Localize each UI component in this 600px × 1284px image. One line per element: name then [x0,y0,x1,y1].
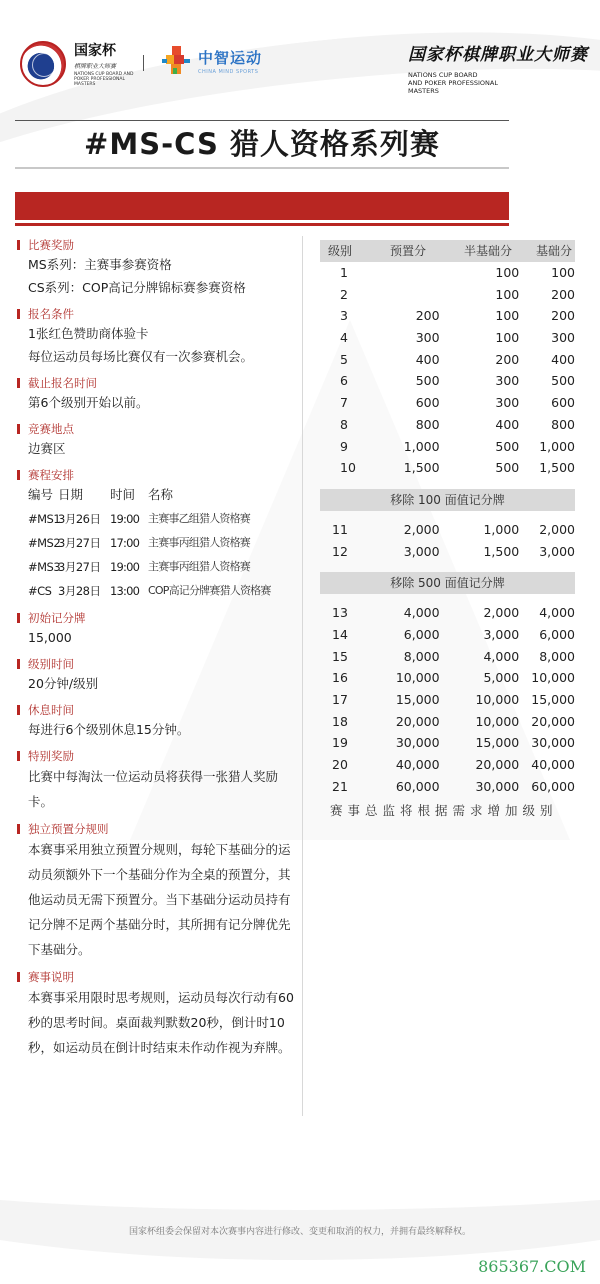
col-ante: 预置分 [389,244,426,258]
event-time: 19:00 [110,560,140,574]
small-blind-cell: 200 [495,351,520,367]
event-wordmark-en-2: AND POKER PROFESSIONAL [408,79,498,87]
logo-divider [143,55,144,71]
col-date: 日期 [58,487,84,502]
col-name: 名称 [148,487,174,502]
starting-stack-value: 15,000 [28,630,72,645]
table-row [320,262,575,284]
level-time-value: 20分钟/级别 [28,676,99,691]
ante-cell: 40,000 [395,757,440,773]
watermark: 865367.COM [478,1257,586,1276]
level-cell: 18 [332,713,348,729]
section-title: 特别奖励 [28,748,74,763]
col-level: 级别 [328,244,353,258]
section-marker-icon [17,424,20,434]
event-date: 3月28日 [58,584,101,598]
section-marker-icon [17,972,20,982]
event-date: 3月27日 [58,560,101,574]
section-venue [17,420,302,460]
level-cell: 2 [340,286,348,302]
level-cell: 4 [340,330,348,346]
small-blind-cell: 5,000 [483,670,520,686]
section-marker-icon [17,659,20,669]
level-cell: 13 [332,605,348,621]
structure-note: 赛事总监将根据需求增加级别 [330,803,558,819]
bb-ante-text: 本赛事采用独立预置分规则，每轮下基础分的运动员须额外下一个基础分作为全桌的预置分，其他运动员无需下预置分。当下基础分运动员持有记分牌不足两个基础分时，其所拥有记分牌优先下基础分。 [28,842,291,957]
ante-cell: 300 [415,330,440,346]
logo-en: NATIONS CUP BOARD AND POKER PROFESSIONAL MASTERS [74,72,134,87]
table-row [320,541,575,563]
level-cell: 5 [340,351,348,367]
event-id: #MS2 [28,536,61,550]
red-banner [15,192,509,220]
ante-cell: 4,000 [403,605,440,621]
event-wordmark-en-1: NATIONS CUP BOARD [408,71,478,79]
section-title: 比赛奖励 [28,237,74,252]
section-entry [17,305,302,368]
section-marker-icon [17,705,20,715]
header [0,0,600,110]
schedule-row [28,531,302,555]
ante-cell: 2,000 [403,521,440,537]
disclaimer: 国家杯组委会保留对本次赛事内容进行修改、变更和取消的权力，并拥有最终解释权。 [128,1227,471,1237]
ante-cell: 3,000 [403,543,440,559]
level-cell: 11 [332,521,348,537]
nations-cup-emblem-icon [20,41,66,87]
ante-cell: 1,000 [403,438,440,454]
schedule-row [28,555,302,579]
ante-cell: 400 [415,351,440,367]
section-marker-icon [17,240,20,250]
col-id: 编号 [28,487,54,502]
china-mind-sports-logo [162,46,262,76]
section-deadline [17,374,302,414]
level-cell: 6 [340,373,348,389]
table-row [320,602,575,624]
table-row [320,414,575,436]
level-cell: 1 [340,265,348,280]
entry-line-1: 1张红色赞助商体验卡 [28,326,149,341]
ante-cell: 6,000 [403,626,440,642]
table-row [320,392,575,414]
section-title: 截止报名时间 [28,375,97,390]
small-blind-cell: 100 [495,286,520,302]
chip-race-band-1: 移除 100 面值记分牌 [320,489,575,511]
level-cell: 20 [332,757,348,773]
table-row [320,519,575,541]
section-marker-icon [17,613,20,623]
break-time-value: 每进行6个级别休息15分钟。 [28,722,190,737]
nations-cup-logo [20,40,134,87]
event-id: #MS1 [28,512,61,526]
big-blind-cell: 1,500 [539,460,575,476]
schedule-header [28,483,302,507]
table-row [320,327,575,349]
event-time: 19:00 [110,512,140,526]
event-name: COP高记分牌赛猎人资格赛 [148,584,271,597]
table-row [320,370,575,392]
column-divider [302,236,303,1116]
section-title: 报名条件 [28,306,74,321]
ante-cell: 30,000 [395,735,440,751]
notes-text: 本赛事采用限时思考规则，运动员每次行动有60秒的思考时间。桌面裁判默数20秒，倒计时10秒，如运动员在倒计时结束未作动作视为弃牌。 [28,990,294,1055]
chip-race-band-2: 移除 500 面值记分牌 [320,572,575,594]
big-blind-cell: 8,000 [539,648,575,664]
big-blind-cell: 200 [551,286,575,302]
col-small-blind: 半基础分 [463,244,512,258]
event-id: #CS [28,584,52,598]
event-wordmark [408,40,588,95]
level-cell: 7 [340,395,348,411]
small-blind-cell: 100 [495,330,520,346]
table-row [320,776,575,798]
event-wordmark-cn: 国家杯棋牌职业大师赛 [408,45,588,65]
table-row [320,436,575,458]
small-blind-cell: 2,000 [483,605,520,621]
big-blind-cell: 4,000 [539,605,575,621]
level-cell: 19 [332,735,348,751]
rules-column [17,236,302,1066]
table-row [320,754,575,776]
table-row [320,284,575,306]
big-blind-cell: 30,000 [531,735,575,751]
red-line [15,223,509,226]
deadline-line: 第6个级别开始以前。 [28,395,149,410]
level-cell: 10 [340,460,356,476]
schedule-row [28,579,302,603]
section-bounty [17,747,302,814]
section-title: 初始记分牌 [28,610,86,625]
level-cell: 3 [340,308,348,324]
section-title: 赛程安排 [28,467,74,482]
small-blind-cell: 300 [495,373,520,389]
section-notes [17,968,302,1060]
small-blind-cell: 4,000 [483,648,520,664]
event-date: 3月27日 [58,536,101,550]
china-mind-sports-mark-icon [162,46,192,76]
table-row [320,711,575,733]
table-row [320,646,575,668]
section-bb-ante [17,820,302,962]
logo-cn-sub: 棋牌职业大师赛 [74,63,117,70]
section-marker-icon [17,751,20,761]
small-blind-cell: 3,000 [483,626,520,642]
small-blind-cell: 500 [495,438,520,454]
event-wordmark-en-3: MASTERS [408,87,439,95]
section-schedule [17,466,302,603]
prize-ms: MS系列：主赛事参赛资格 [28,257,172,272]
table-row [320,624,575,646]
ante-cell: 15,000 [395,692,440,707]
table-row [320,732,575,754]
big-blind-cell: 40,000 [531,757,575,773]
small-blind-cell: 100 [495,308,520,324]
big-blind-cell: 600 [551,395,575,411]
small-blind-cell: 300 [495,395,520,411]
small-blind-cell: 10,000 [475,692,520,707]
section-level-time [17,655,302,695]
title-rule-bottom [15,167,509,169]
partner-cn: 中智运动 [198,49,263,67]
ante-cell [370,262,440,284]
section-marker-icon [17,378,20,388]
small-blind-cell: 20,000 [475,757,520,773]
section-title: 休息时间 [28,702,74,717]
ante-cell: 20,000 [395,713,440,729]
level-cell: 8 [340,416,348,432]
section-marker-icon [17,824,20,834]
table-header [320,240,575,262]
levels-group-3 [320,602,575,797]
table-row [320,667,575,689]
prize-cs: CS系列：COP高记分牌锦标赛参赛资格 [28,280,246,295]
partner-en: CHINA MIND SPORTS [198,69,259,75]
level-cell: 17 [332,692,348,707]
big-blind-cell: 500 [551,373,575,389]
ante-cell [370,284,440,306]
big-blind-cell: 2,000 [539,521,575,537]
section-marker-icon [17,470,20,480]
small-blind-cell: 1,000 [483,521,520,537]
section-title: 独立预置分规则 [28,821,109,836]
small-blind-cell: 15,000 [475,735,520,751]
col-time: 时间 [110,487,136,502]
ante-cell: 800 [415,416,440,432]
big-blind-cell: 10,000 [531,670,575,686]
big-blind-cell: 6,000 [539,626,575,642]
ante-cell: 60,000 [395,778,440,794]
big-blind-cell: 100 [551,265,575,280]
table-row [320,689,575,711]
big-blind-cell: 300 [551,330,575,346]
event-time: 13:00 [110,584,140,598]
entry-line-2: 每位运动员每场比赛仅有一次参赛机会。 [28,349,254,364]
big-blind-cell: 3,000 [539,543,575,559]
small-blind-cell: 100 [495,265,520,280]
big-blind-cell: 400 [551,351,575,367]
level-cell: 16 [332,670,348,686]
ante-cell: 500 [415,373,440,389]
event-id: #MS3 [28,560,61,574]
big-blind-cell: 800 [551,416,575,432]
section-break-time [17,701,302,741]
event-time: 17:00 [110,536,140,550]
event-name: 主赛事丙组猎人资格赛 [148,536,250,549]
section-title: 赛事说明 [28,969,74,984]
logo-cn: 国家杯 [74,43,116,59]
big-blind-cell: 15,000 [531,692,575,707]
big-blind-cell: 20,000 [531,713,575,729]
page-title: #MS-CS 猎人资格系列赛 [84,127,440,161]
level-cell: 14 [332,626,348,642]
blind-structure-table [320,240,575,819]
ante-cell: 8,000 [403,648,440,664]
bounty-text: 比赛中每淘汰一位运动员将获得一张猎人奖励卡。 [28,769,279,809]
ante-cell: 200 [415,308,440,324]
level-cell: 21 [332,778,348,794]
section-marker-icon [17,309,20,319]
venue-line: 边赛区 [28,441,66,456]
levels-group-1 [320,262,575,479]
event-name: 主赛事乙组猎人资格赛 [148,512,250,525]
section-prize [17,236,302,299]
level-cell: 12 [332,543,348,559]
event-name: 主赛事丙组猎人资格赛 [148,560,250,573]
small-blind-cell: 500 [495,460,520,476]
small-blind-cell: 10,000 [475,713,520,729]
big-blind-cell: 60,000 [531,778,575,794]
level-cell: 9 [340,438,348,454]
ante-cell: 10,000 [395,670,440,686]
small-blind-cell: 400 [495,416,520,432]
big-blind-cell: 1,000 [539,438,575,454]
ante-cell: 1,500 [403,460,440,476]
col-big-blind: 基础分 [535,244,572,258]
small-blind-cell: 30,000 [475,778,520,794]
section-title: 级别时间 [28,656,74,671]
small-blind-cell: 1,500 [483,543,520,559]
big-blind-cell: 200 [551,308,575,324]
section-title: 竞赛地点 [28,421,74,436]
ante-cell: 600 [415,395,440,411]
levels-group-2 [320,519,575,562]
level-cell: 15 [332,648,348,664]
table-row [320,457,575,479]
table-row [320,305,575,327]
event-date: 3月26日 [58,512,101,526]
section-starting-stack [17,609,302,649]
schedule-row [28,507,302,531]
table-row [320,349,575,371]
